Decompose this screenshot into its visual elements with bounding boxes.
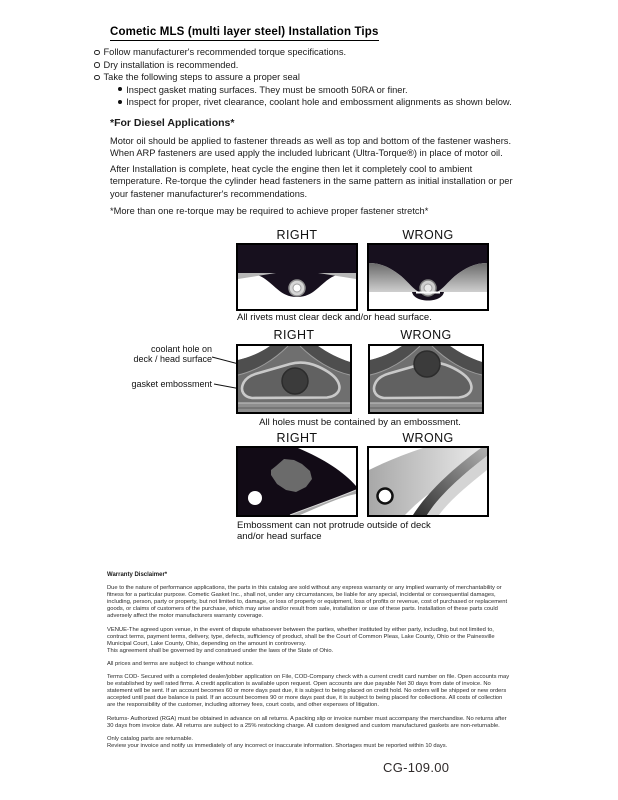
list-item-text: Inspect gasket mating surfaces. They must be smooth 50RA or finer. — [126, 84, 408, 95]
page-title: Cometic MLS (multi layer steel) Installation Tips — [110, 26, 379, 41]
warranty-heading: Warranty Disclaimer* — [107, 572, 168, 578]
list-sub-item — [118, 84, 512, 97]
returns-paragraph: Returns- Authorized (RGA) must be obtained in advance on all returns. A packing slip or invoice number must accompany the merchandise. No returns after 30 days from invoice date. All returns are subject to a 25% restocking charge. All custom designed and custom manufactured gaskets are non-returnable. — [107, 715, 507, 729]
diagram-embossment-wrong — [368, 344, 484, 414]
diesel-applications-heading: *For Diesel Applications* — [110, 117, 235, 129]
open-bullet-icon — [94, 62, 100, 68]
diesel-paragraph-1: Motor oil should be applied to fastener threads as well as top and bottom of the fastener washers. When ARP fasteners are used apply the included lubricant (Ultra-Torque®) in place of motor oil. — [110, 136, 512, 159]
list-item — [94, 59, 512, 72]
filled-bullet-icon — [118, 100, 122, 104]
row3-wrong-label: WRONG — [402, 431, 454, 445]
row3-right-label: RIGHT — [276, 431, 318, 445]
diesel-paragraph-2: After Installation is complete, heat cycle the engine then let it completely cool to ambient temperature. Re-torque the cylinder head fasteners in the same pattern as initial installation or per your fastener manufacturer's recommendations. — [110, 164, 513, 199]
diagram-rivet-wrong — [367, 243, 489, 311]
page-code: CG-109.00 — [383, 760, 450, 775]
diagram-rivet-right — [236, 243, 358, 311]
row3-caption: Embossment can not protrude outside of deck and/or head surface — [237, 520, 431, 542]
diagram-protrusion-wrong — [367, 446, 489, 517]
retorque-note: *More than one re-torque may be required to achieve proper fastener stretch* — [110, 206, 429, 216]
list-item-text: Inspect for proper, rivet clearance, coolant hole and embossment alignments as shown below. — [126, 97, 512, 107]
catalog-returns-paragraph: Only catalog parts are returnable. Review your invoice and notify us immediately of any incorrect or inaccurate information. Shortages must be reported within 10 days. — [107, 735, 448, 749]
filled-bullet-icon — [118, 87, 122, 91]
open-bullet-icon — [94, 75, 100, 81]
row2-caption: All holes must be contained by an embossment. — [259, 417, 461, 428]
row1-wrong-label: WRONG — [402, 228, 454, 242]
list-item — [94, 46, 512, 59]
venue-paragraph: VENUE-The agreed upon venue, in the event of dispute whatsoever between the parties, whether instituted by either party, including, but not limited to, contract terms, payment terms, delivery, type, defects, sufficiency of product, shall be the Court of Common Pleas, Lake County, Ohio or the Painesville Municipal Court, Lake County, Ohio, depending on the amount in controversy. This agreement shall be governed by and construed under the laws of the State of Ohio. — [107, 626, 495, 654]
warranty-paragraph: Due to the nature of performance applications, the parts in this catalog are sold without any express warranty or any implied warranty of merchantability or fitness for a particular purpose. Cometic Gasket Inc., shall not, under any circumstances, be liable for any special, incidental or consequential damages, including, person, party or property, but not limited to, damage, or loss of property or equipment, loss of profits or revenue, cost of purchased or replacement goods, or claims of customers of the purchase, which may arise and/or result from sale, installation or use of these parts. Installation of these parts could adversely affect the motor manufacturers warranty coverage. — [107, 585, 508, 620]
installation-tips-list — [94, 46, 512, 109]
list-item-text: Take the following steps to assure a proper seal — [103, 72, 300, 82]
open-bullet-icon — [94, 50, 100, 56]
row1-caption: All rivets must clear deck and/or head surface. — [237, 312, 432, 323]
diagram-embossment-right — [236, 344, 352, 414]
list-sub-item — [118, 96, 512, 109]
terms-paragraph: Terms COD- Secured with a completed dealer/jobber application on File, COD-Company check with a current credit card number on file. Open accounts may be established by well rated firms. A credit application is available upon request. Open accounts are due payable Net 30 days from date of invoice. No statement will be sent. If an account becomes 60 or more days past due, it is subject to being placed on credit hold. No orders will be shipped or new orders accepted until past due balance is paid. If an account becomes 90 or more days past due, it is subject to being placed for collections. All costs of collection are the responsibility of the customer, including attorney fees, court costs, and other expenses of litigation. — [107, 674, 510, 709]
row2-right-label: RIGHT — [273, 328, 315, 342]
gasket-embossment-label: gasket embossment — [131, 379, 212, 389]
row1-right-label: RIGHT — [276, 228, 318, 242]
prices-line: All prices and terms are subject to change without notice. — [107, 660, 254, 667]
list-item — [94, 71, 512, 84]
warranty-disclaimer-section — [107, 572, 511, 756]
list-item-text: Dry installation is recommended. — [103, 59, 239, 70]
list-item-text: Follow manufacturer's recommended torque specifications. — [103, 47, 347, 57]
coolant-hole-label: coolant hole on deck / head surface — [133, 344, 212, 364]
diagram-protrusion-right — [236, 446, 358, 517]
row2-wrong-label: WRONG — [400, 328, 452, 342]
